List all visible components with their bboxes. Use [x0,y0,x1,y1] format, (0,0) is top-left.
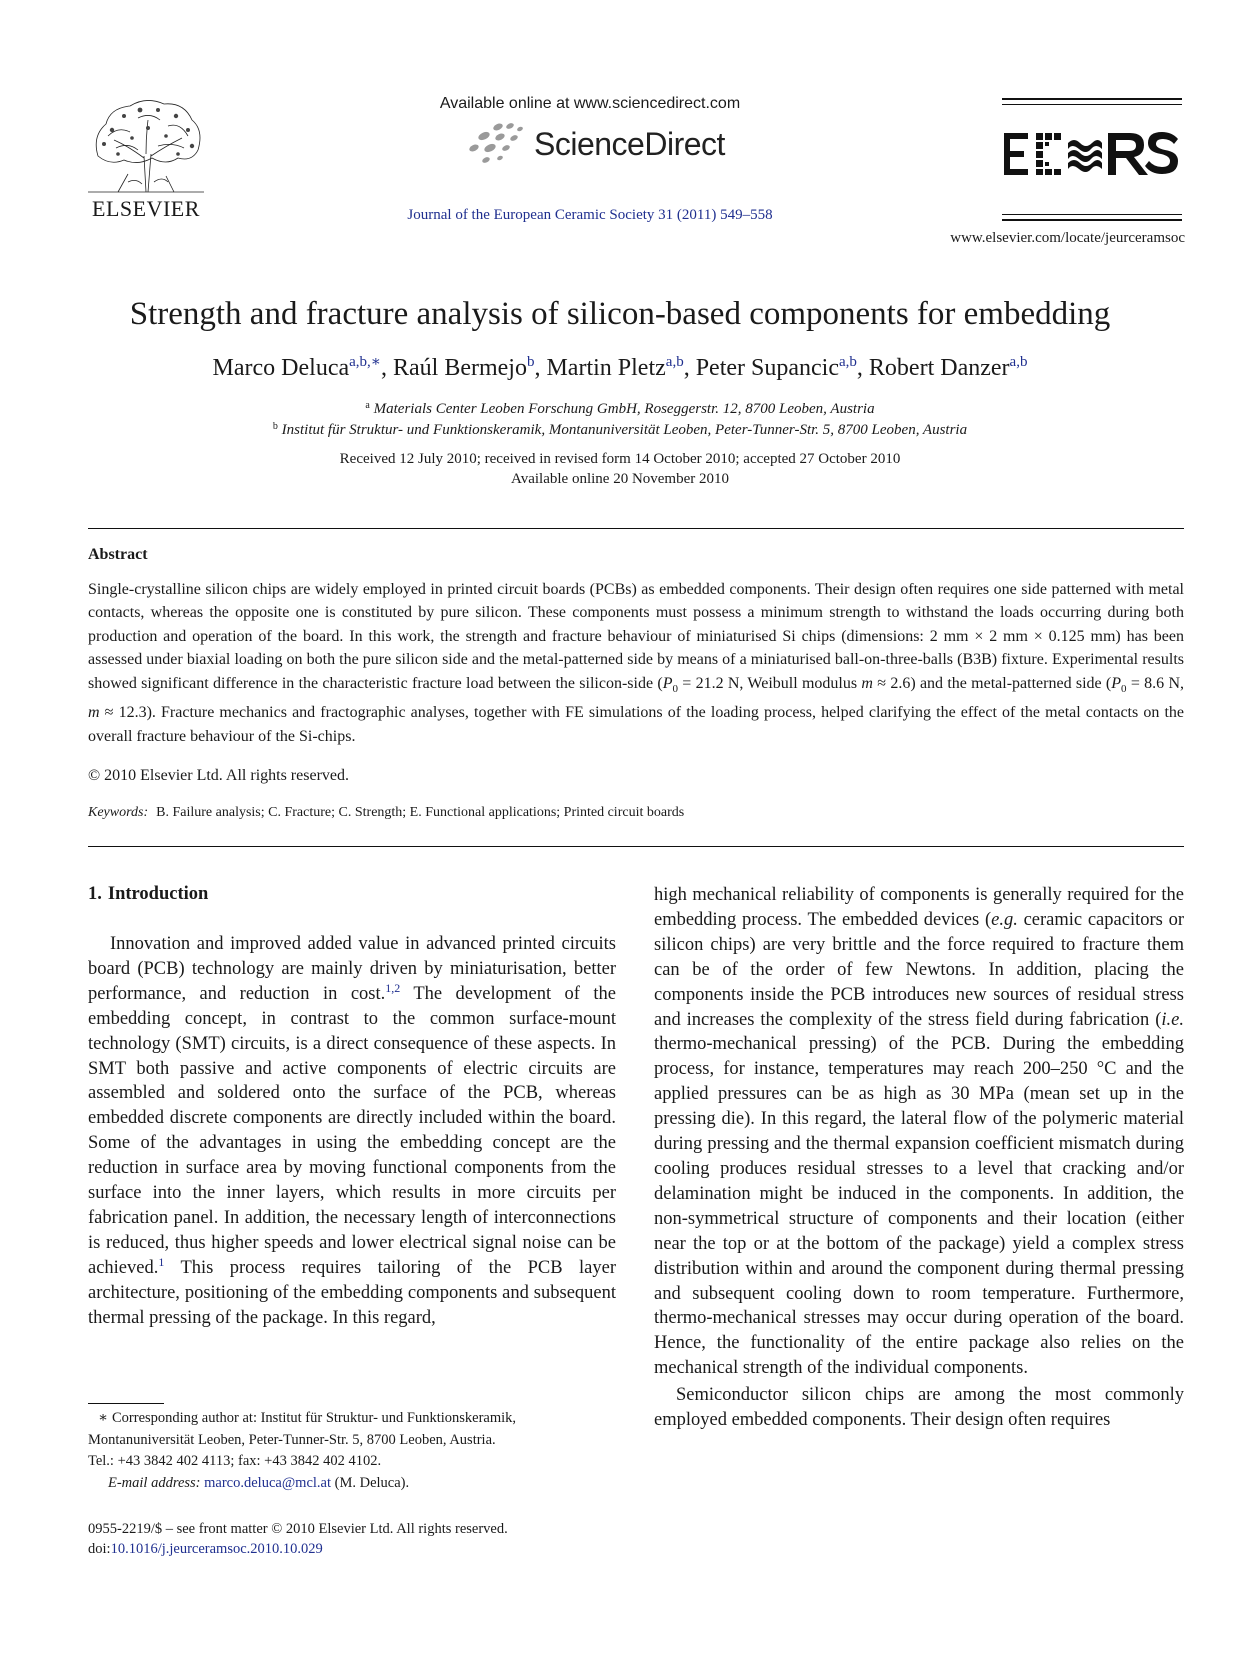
body-paragraph: high mechanical reliability of components is generally required for the embedding process. The embedded devices (e.g. ceramic capacitors or silicon chips) are very brittle and the force required to fracture them can be of the order of few Newtons. In addition, placing the components inside the PCB introduces new sources of residual stress and increases the complexity of the stress field during fabrication (i.e. thermo-mechanical pressing) of the PCB. During the embedding process, for instance, temperatures may reach 200–250 °C and the applied pressures can be as high as 30 MPa (mean set up in the pressing die). In this regard, the lateral flow of the polymeric material during pressing and the thermal expansion coefficient mismatch during cooling produces residual stresses to a level that cracking and/or delamination might be induced in the components. In addition, the non-symmetrical structure of components and their location (either near the top or at the bottom of the package) yield a complex stress distribution within and around the component during thermal pressing and subsequent cooling down to room temperature. Furthermore, thermo-mechanical stresses may occur during operation of the board. Hence, the functionality of the entire package also relies on the mechanical strength of the individual components. [654,885,1184,1379]
author-name: Martin Pletz [546,355,666,381]
citation-link[interactable]: 1 [158,1254,165,1269]
affiliation-b [60,422,1180,439]
keywords-list: B. Failure analysis; C. Fracture; C. Strength; E. Functional applications; Printed circuit boards [156,805,685,820]
corresponding-author-footnote [88,1408,616,1494]
section-number: 1. [88,884,102,904]
body-column-left [88,932,616,1331]
ecers-rule [1002,104,1182,105]
affiliation-label: a [365,400,370,411]
email-link[interactable]: marco.deluca@mcl.at [204,1474,331,1491]
available-online-text: Available online at www.sciencedirect.com [439,95,741,112]
affiliation-text: Materials Center Leoben Forschung GmbH, Roseggerstr. 12, 8700 Leoben, Austria [373,401,875,417]
author-name: Peter Supancic [695,355,839,381]
sciencedirect-wordmark: ScienceDirect [534,126,725,162]
author-affiliation-marker[interactable]: a,b [1009,354,1028,370]
author-separator: , [683,355,696,381]
keywords [88,805,1184,821]
paper-title: Strength and fracture analysis of silicon-based components for embedding [129,296,1111,332]
doi-link[interactable]: 10.1016/j.jeurceramsoc.2010.10.029 [110,1541,323,1557]
ecers-rule [1002,214,1182,215]
keywords-label: Keywords: [88,805,149,820]
author-affiliation-marker[interactable]: b [526,354,535,370]
publisher-name: ELSEVIER [92,196,200,221]
footnote-rule [88,1403,164,1404]
footnote-corresponding [88,1408,616,1451]
doi-label: doi: [88,1541,111,1557]
author-affiliation-marker[interactable]: a,b,∗ [349,354,381,370]
abstract-heading: Abstract [88,546,148,563]
author-name: Marco Deluca [212,355,350,381]
footnote-text: Corresponding author at: Institut für Struktur- und Funktionskeramik, Montanuniversität Leoben, Peter-Tunner-Str. 5, 8700 Leoben, Austria. [88,1410,517,1448]
affiliation-a [60,401,1180,418]
body-paragraph: Innovation and improved added value in advanced printed circuits board (PCB) technology are mainly driven by miniaturisation, better performance, and reduction in cost.$^{1,2}$ The development of the embedding concept, in contrast to the common surface-mount technology (SMT) circuits, is a direct consequence of these aspects. In SMT both passive and active components of electric circuits are assembled and soldered onto the surface of the PCB, whereas embedded discrete components are directly included within the board. Some of the advantages in using the embedding concept are the reduction in surface area by moving functional components from the surface into the inner layers, which results in more circuits per fabrication panel. In addition, the necessary length of interconnections is reduced, thus higher speeds and lower electrical signal noise can be achieved.$^1$ This process requires tailoring of the PCB layer architecture, positioning of the embedding components and subsequent thermal pressing of the package. In this regard, [88,934,617,1328]
author-separator: , [534,355,547,381]
footnote-tel: Tel.: +43 3842 402 4113; fax: +43 3842 402 4102. [88,1453,382,1469]
author-list [60,355,1180,382]
footnote-email [88,1473,616,1495]
ecers-journal-logo [1004,131,1180,177]
abstract-copyright: © 2010 Elsevier Ltd. All rights reserved. [88,767,349,784]
author-name: Robert Danzer [868,355,1010,381]
section-divider [88,528,1184,529]
author-affiliation-marker[interactable]: a,b [665,354,684,370]
journal-url: www.elsevier.com/locate/jeurceramsoc [950,230,1185,246]
affiliation-label: b [272,421,278,432]
doi-line [88,1539,688,1559]
footnote-marker: ∗ [98,1410,108,1426]
citation-link[interactable]: 1,2 [385,980,401,995]
body-column-right [654,883,1184,1433]
elsevier-tree-logo [88,96,204,194]
ecers-rule [1002,219,1182,221]
journal-reference-link[interactable]: Journal of the European Ceramic Society 31 (2011) 549–558 [407,207,773,223]
received-dates: Received 12 July 2010; received in revised form 14 October 2010; accepted 27 October 2010 [339,451,901,467]
abstract-text: Single-crystalline silicon chips are widely employed in printed circuit boards (PCBs) as embedded components. Their design often requires one side patterned with metal contacts, whereas the opposite one is constituted by pure silicon. These components must possess a minimum strength to withstand the loads occurring during both production and operation of the board. In this work, the strength and fracture behaviour of miniaturised Si chips (dimensions: 2 mm × 2 mm × 0.125 mm) has been assessed under biaxial loading on both the pure silicon side and the metal-patterned side by means of a miniaturised ball-on-three-balls (B3B) fixture. Experimental results showed significant difference in the characteristic fracture load between the silicon-side ($P_0 = 21.2$ N, Weibull modulus m ≈ 2.6) and the metal-patterned side ($P_0 = 8.6$ N, m ≈ 12.3). Fracture mechanics and fractographic analyses, together with FE simulations of the loading process, helped clarifying the effect of the metal contacts on the overall fracture behaviour of the Si-chips. [88,581,1185,745]
author-separator: , [381,355,393,381]
email-owner: (M. Deluca). [331,1474,410,1491]
available-online-date: Available online 20 November 2010 [511,471,729,487]
issn-line: 0955-2219/$ – see front matter © 2010 Elsevier Ltd. All rights reserved. [88,1521,508,1537]
author-name: Raúl Bermejo [393,355,527,381]
ecers-rule [1002,98,1182,100]
affiliation-text: Institut für Struktur- und Funktionskeramik, Montanuniversität Leoben, Peter-Tunner-Str. 5, 8700 Leoben, Austria [281,422,968,438]
author-separator: , [856,355,869,381]
author-affiliation-marker[interactable]: a,b [839,354,857,370]
front-matter [88,1519,688,1559]
sciencedirect-logo [462,120,762,176]
section-divider [88,846,1184,847]
body-paragraph: Semiconductor silicon chips are among the most commonly employed embedded components. Their design often requires [654,1385,1184,1431]
sciencedirect-dots-icon [462,120,534,176]
email-label: E-mail address: [108,1474,201,1491]
section-heading [88,884,214,905]
section-title: Introduction [107,884,209,904]
